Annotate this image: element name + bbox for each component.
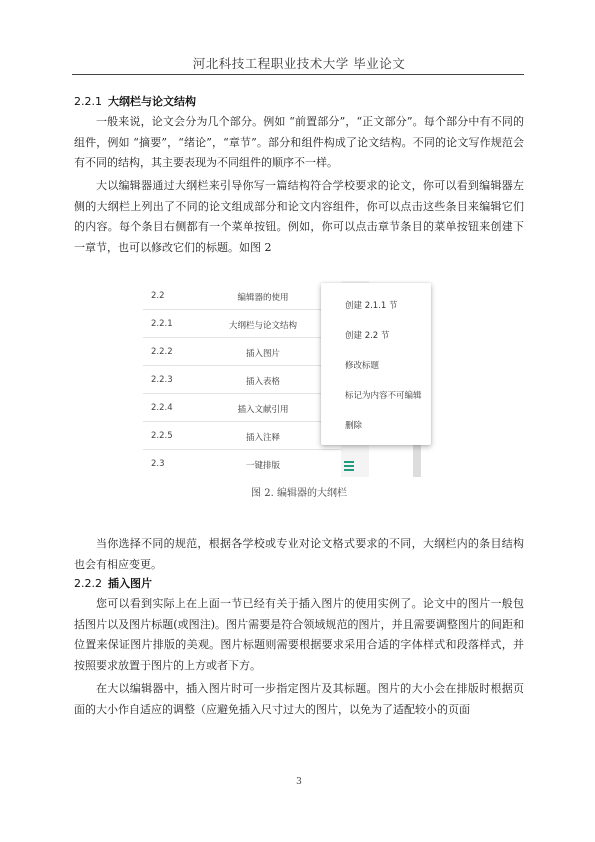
outline-row-title: 编辑器的使用: [237, 293, 289, 303]
menu-item-create-subsection[interactable]: 创建 2.1.1 节: [345, 301, 398, 311]
outline-row-title: 插入文献引用: [237, 405, 289, 415]
figure-caption: 图 2. 编辑器的大纲栏: [251, 488, 347, 499]
context-menu: [321, 283, 431, 445]
outline-row-number: 2.2.5: [151, 431, 173, 441]
section-title: 大纲栏与论文结构: [108, 95, 196, 108]
menu-list-icon[interactable]: [344, 461, 354, 471]
outline-row-title: 大纲栏与论文结构: [228, 321, 297, 331]
menu-item-create-section[interactable]: 创建 2.2 节: [345, 331, 390, 341]
outline-row-title: 插入表格: [245, 377, 280, 387]
outline-row[interactable]: [143, 283, 341, 310]
outline-row-number: 2.3: [151, 459, 165, 469]
figure-outline-panel: [143, 281, 443, 477]
scrollbar[interactable]: [413, 443, 421, 477]
header-rule: [72, 74, 524, 75]
paragraph: 当你选择不同的规范，根据各学校或专业对论文格式要求的不同，大纲栏内的条目结构也会有相应变更。: [74, 537, 524, 571]
menu-item-delete[interactable]: 删除: [345, 421, 363, 431]
page-header: 河北科技工程职业技术大学 毕业论文: [192, 56, 406, 71]
outline-row[interactable]: [143, 311, 341, 338]
page-number: 3: [296, 777, 302, 787]
outline-row[interactable]: [143, 451, 341, 477]
outline-row-number: 2.2: [151, 291, 165, 301]
paragraph: 在大以编辑器中，插入图片时可一步指定图片及其标题。图片的大小会在排版时根据页面的大小作自适应的调整（应避免插入尺寸过大的图片，以免为了适配较小的页面: [74, 682, 524, 716]
section-heading-2-2-2: [74, 575, 152, 591]
menu-item-lock-content[interactable]: 标记为内容不可编辑: [345, 391, 422, 401]
outline-row-number: 2.2.4: [151, 403, 173, 413]
outline-row-number: 2.2.1: [151, 319, 173, 329]
section-title: 插入图片: [108, 577, 152, 590]
paragraph: 大以编辑器通过大纲栏来引导你写一篇结构符合学校要求的论文，你可以看到编辑器左侧的大纲栏上列出了不同的论文组成部分和论文内容组件，你可以点击这些条目来编辑它们的内容。每个条目右侧都有一个菜单按钮。例如，你可以点击章节条目的菜单按钮来创建下一章节，也可以修改它们的标题。如图 2: [74, 179, 524, 254]
section-heading-2-2-1: [74, 93, 196, 109]
outline-row[interactable]: [143, 423, 341, 450]
menu-item-rename[interactable]: 修改标题: [345, 361, 380, 371]
paragraph: 一般来说，论文会分为几个部分。例如 “前置部分”，“正文部分”。每个部分中有不同的组件，例如 “摘要”，“绪论”，“章节”。部分和组件构成了论文结构。不同的论文写作规范会有不同的结构，其主要表现为不同组件的顺序不一样。: [74, 115, 524, 169]
outline-row-title: 插入图片: [245, 349, 280, 359]
outline-row[interactable]: [143, 395, 341, 422]
outline-row-number: 2.2.3: [151, 375, 173, 385]
outline-row-title: 一键排版: [245, 461, 280, 471]
outline-row-title: 插入注释: [245, 433, 280, 443]
outline-row[interactable]: [143, 339, 341, 366]
outline-list: [143, 281, 341, 477]
paragraph: 您可以看到实际上在上面一节已经有关于插入图片的使用实例了。论文中的图片一般包括图片以及图片标题(或图注)。图片需要是符合领域规范的图片，并且需要调整图片的间距和位置来保证图片排版的美观。图片标题则需要根据要求采用合适的字体样式和段落样式，并按照要求放置于图片的上方或者下方。: [74, 597, 524, 672]
section-number: 2.2.1: [74, 95, 102, 108]
outline-row[interactable]: [143, 367, 341, 394]
outline-row-number: 2.2.2: [151, 347, 173, 357]
section-number: 2.2.2: [74, 577, 102, 590]
